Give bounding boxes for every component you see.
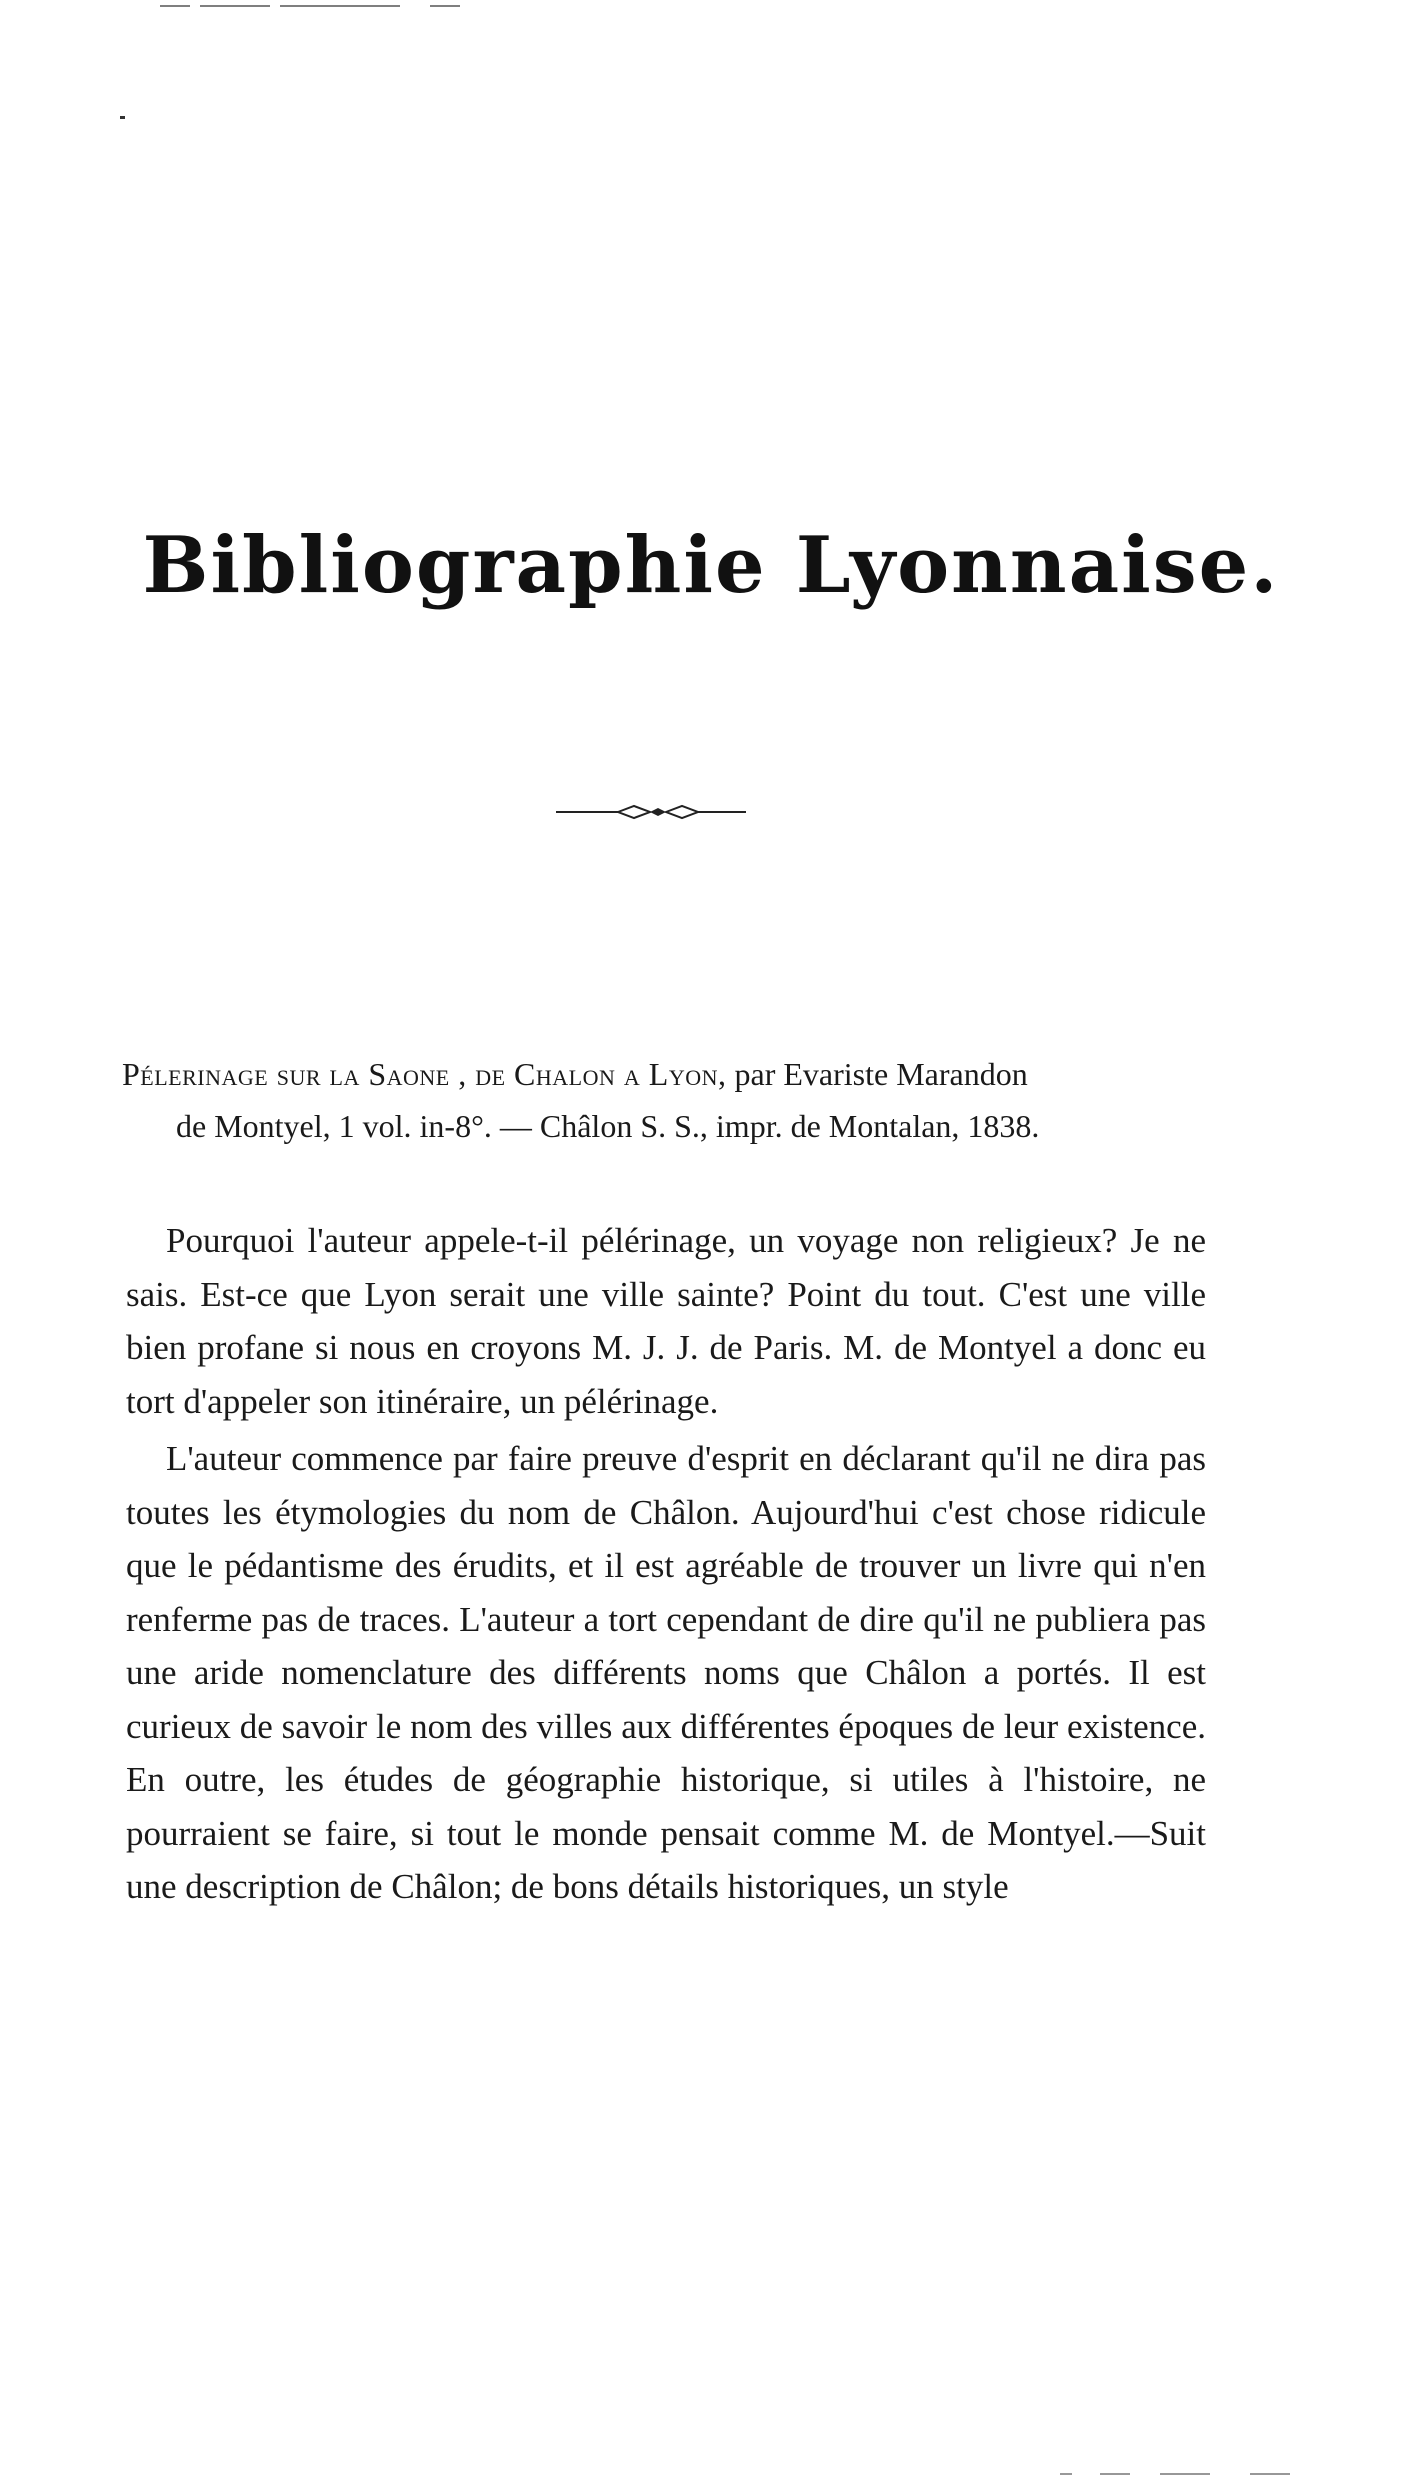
entry-title: Pélerinage sur la Saone , de Chalon a Lyon, xyxy=(122,1056,727,1092)
margin-speck xyxy=(120,116,125,119)
ornament-divider-icon xyxy=(556,800,746,824)
review-body xyxy=(126,1214,1206,1914)
entry-publication-details: de Montyel, 1 vol. in-8°. — Châlon S. S., impr. de Montalan, 1838. xyxy=(176,1108,1040,1144)
bottom-edge-marks xyxy=(1060,2466,1290,2478)
top-edge-rule xyxy=(160,0,460,10)
page-title: Bibliographie Lyonnaise. xyxy=(142,520,1280,611)
paragraph: L'auteur commence par faire preuve d'esprit en déclarant qu'il ne dira pas toutes les étymologies du nom de Châlon. Aujourd'hui c'est chose ridicule que le pédantisme des érudits, et il est agréable de trouver un livre qui n'en renferme pas de traces. L'auteur a tort cependant de dire qu'il ne publiera pas une aride nomenclature des différents noms que Châlon a portés. Il est curieux de savoir le nom des villes aux différentes époques de leur existence. En outre, les études de géographie historique, si utiles à l'histoire, ne pourraient se faire, si tout le monde pensait comme M. de Montyel.—Suit une description de Châlon; de bons détails historiques, un style xyxy=(126,1439,1206,1906)
paragraph: Pourquoi l'auteur appele-t-il pélérinage, un voyage non religieux? Je ne sais. Est-ce que Lyon serait une ville sainte? Point du tout. C'est une ville bien profane si nous en croyons M. J. J. de Paris. M. de Montyel a donc eu tort d'appeler son itinéraire, un pélérinage. xyxy=(126,1221,1206,1421)
entry-author: par Evariste Marandon xyxy=(726,1056,1028,1092)
bibliographic-entry-heading xyxy=(122,1048,1202,1152)
